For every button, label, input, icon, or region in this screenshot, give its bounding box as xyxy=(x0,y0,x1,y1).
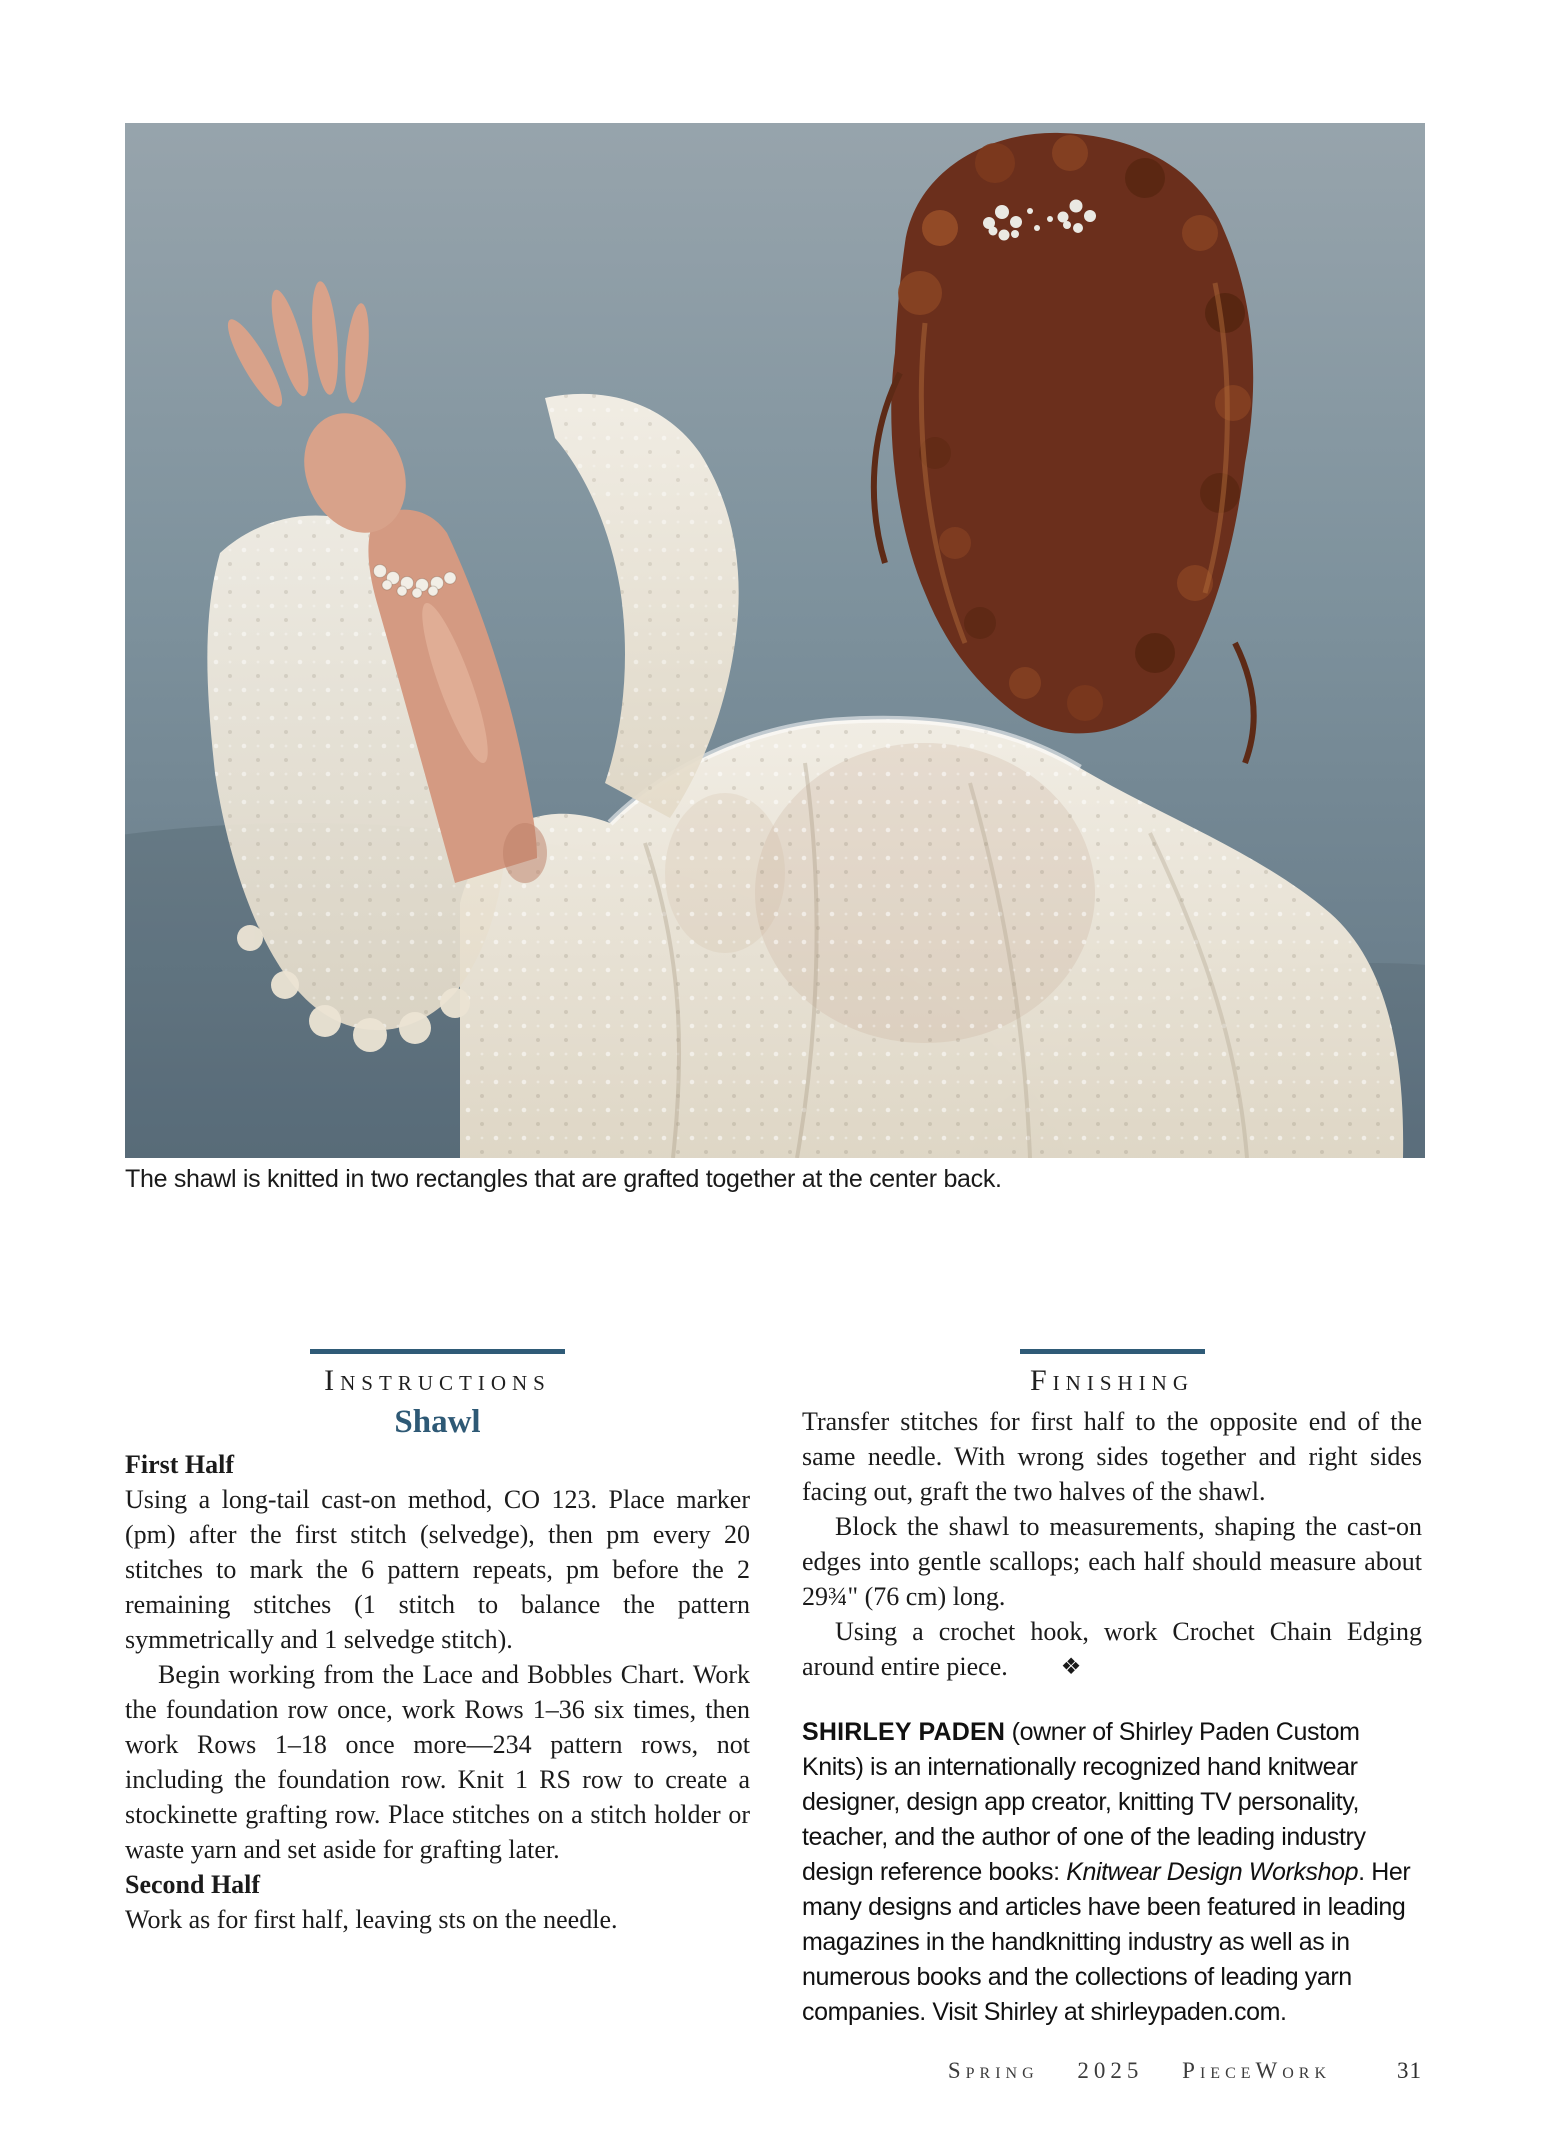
shawl-photo-illustration xyxy=(125,123,1425,1158)
instructions-rule xyxy=(310,1349,565,1354)
subheading-second-half: Second Half xyxy=(125,1870,261,1899)
finishing-heading: Finishing xyxy=(1029,1364,1194,1397)
shawl-photo xyxy=(125,123,1425,1158)
footer-year: 2025 xyxy=(1077,2058,1144,2083)
instructions-heading: Instructions xyxy=(324,1364,551,1397)
finishing-paragraph-2: Block the shawl to measurements, shaping the cast-on edges into gentle scallops; each half should measure about 29¾" (76 cm) long. xyxy=(802,1512,1422,1611)
finishing-section xyxy=(802,1349,1422,2030)
author-bio xyxy=(802,1715,1422,2030)
footer-magazine-name: PieceWork xyxy=(1182,2058,1331,2083)
finishing-paragraph-3-text: Using a crochet hook, work Crochet Chain Edging around entire piece. xyxy=(802,1617,1422,1681)
page-footer xyxy=(125,2058,1422,2084)
finishing-rule xyxy=(1020,1349,1205,1354)
page-number: 31 xyxy=(1397,2058,1422,2083)
finishing-paragraph-3 xyxy=(802,1614,1422,1685)
author-bio-tail: . Her many designs and articles have been featured in leading magazines in the handknitting industry as well as in numerous books and the collections of leading yarn companies. Visit Shirley at shirleypaden.com. xyxy=(802,1858,1411,2026)
author-bio-lead: (owner of Shirley Paden Custom Knits) is an internationally recognized hand knitwear designer, design app creator, knitting TV personality, teacher, and the author of one of the leading industry design reference books: xyxy=(802,1718,1366,1886)
author-name: SHIRLEY PADEN xyxy=(802,1718,1006,1746)
first-half-paragraph-2: Begin working from the Lace and Bobbles Chart. Work the foundation row once, work Rows 1–36 six times, then work Rows 1–18 once more—234 pattern rows, not including the foundation row. Knit 1 RS row to create a stockinette grafting row. Place stitches on a stitch holder or waste yarn and set aside for grafting later. xyxy=(125,1660,750,1864)
footer-issue xyxy=(948,2058,1331,2084)
pattern-title: Shawl xyxy=(394,1404,481,1440)
second-half-paragraph-1: Work as for first half, leaving sts on the needle. xyxy=(125,1905,618,1934)
instructions-section xyxy=(125,1349,750,1937)
author-bio-text xyxy=(802,1715,1422,2030)
end-of-article-mark: ❖ xyxy=(1060,1654,1082,1679)
book-title: Knitwear Design Workshop xyxy=(1066,1858,1359,1886)
photo-caption: The shawl is knitted in two rectangles that are grafted together at the center back. xyxy=(125,1165,1002,1193)
footer-season: Spring xyxy=(947,2058,1039,2083)
first-half-paragraph-1: Using a long-tail cast-on method, CO 123. Place marker (pm) after the first stitch (selvedge), then pm every 20 stitches to mark the 6 pattern repeats, pm before the 2 remaining stitches (1 stitch to balance the pattern symmetrically and 1 selvedge stitch). xyxy=(125,1485,750,1654)
finishing-paragraph-1: Transfer stitches for first half to the opposite end of the same needle. With wrong sides together and right sides facing out, graft the two halves of the shawl. xyxy=(802,1407,1422,1506)
subheading-first-half: First Half xyxy=(125,1450,235,1479)
